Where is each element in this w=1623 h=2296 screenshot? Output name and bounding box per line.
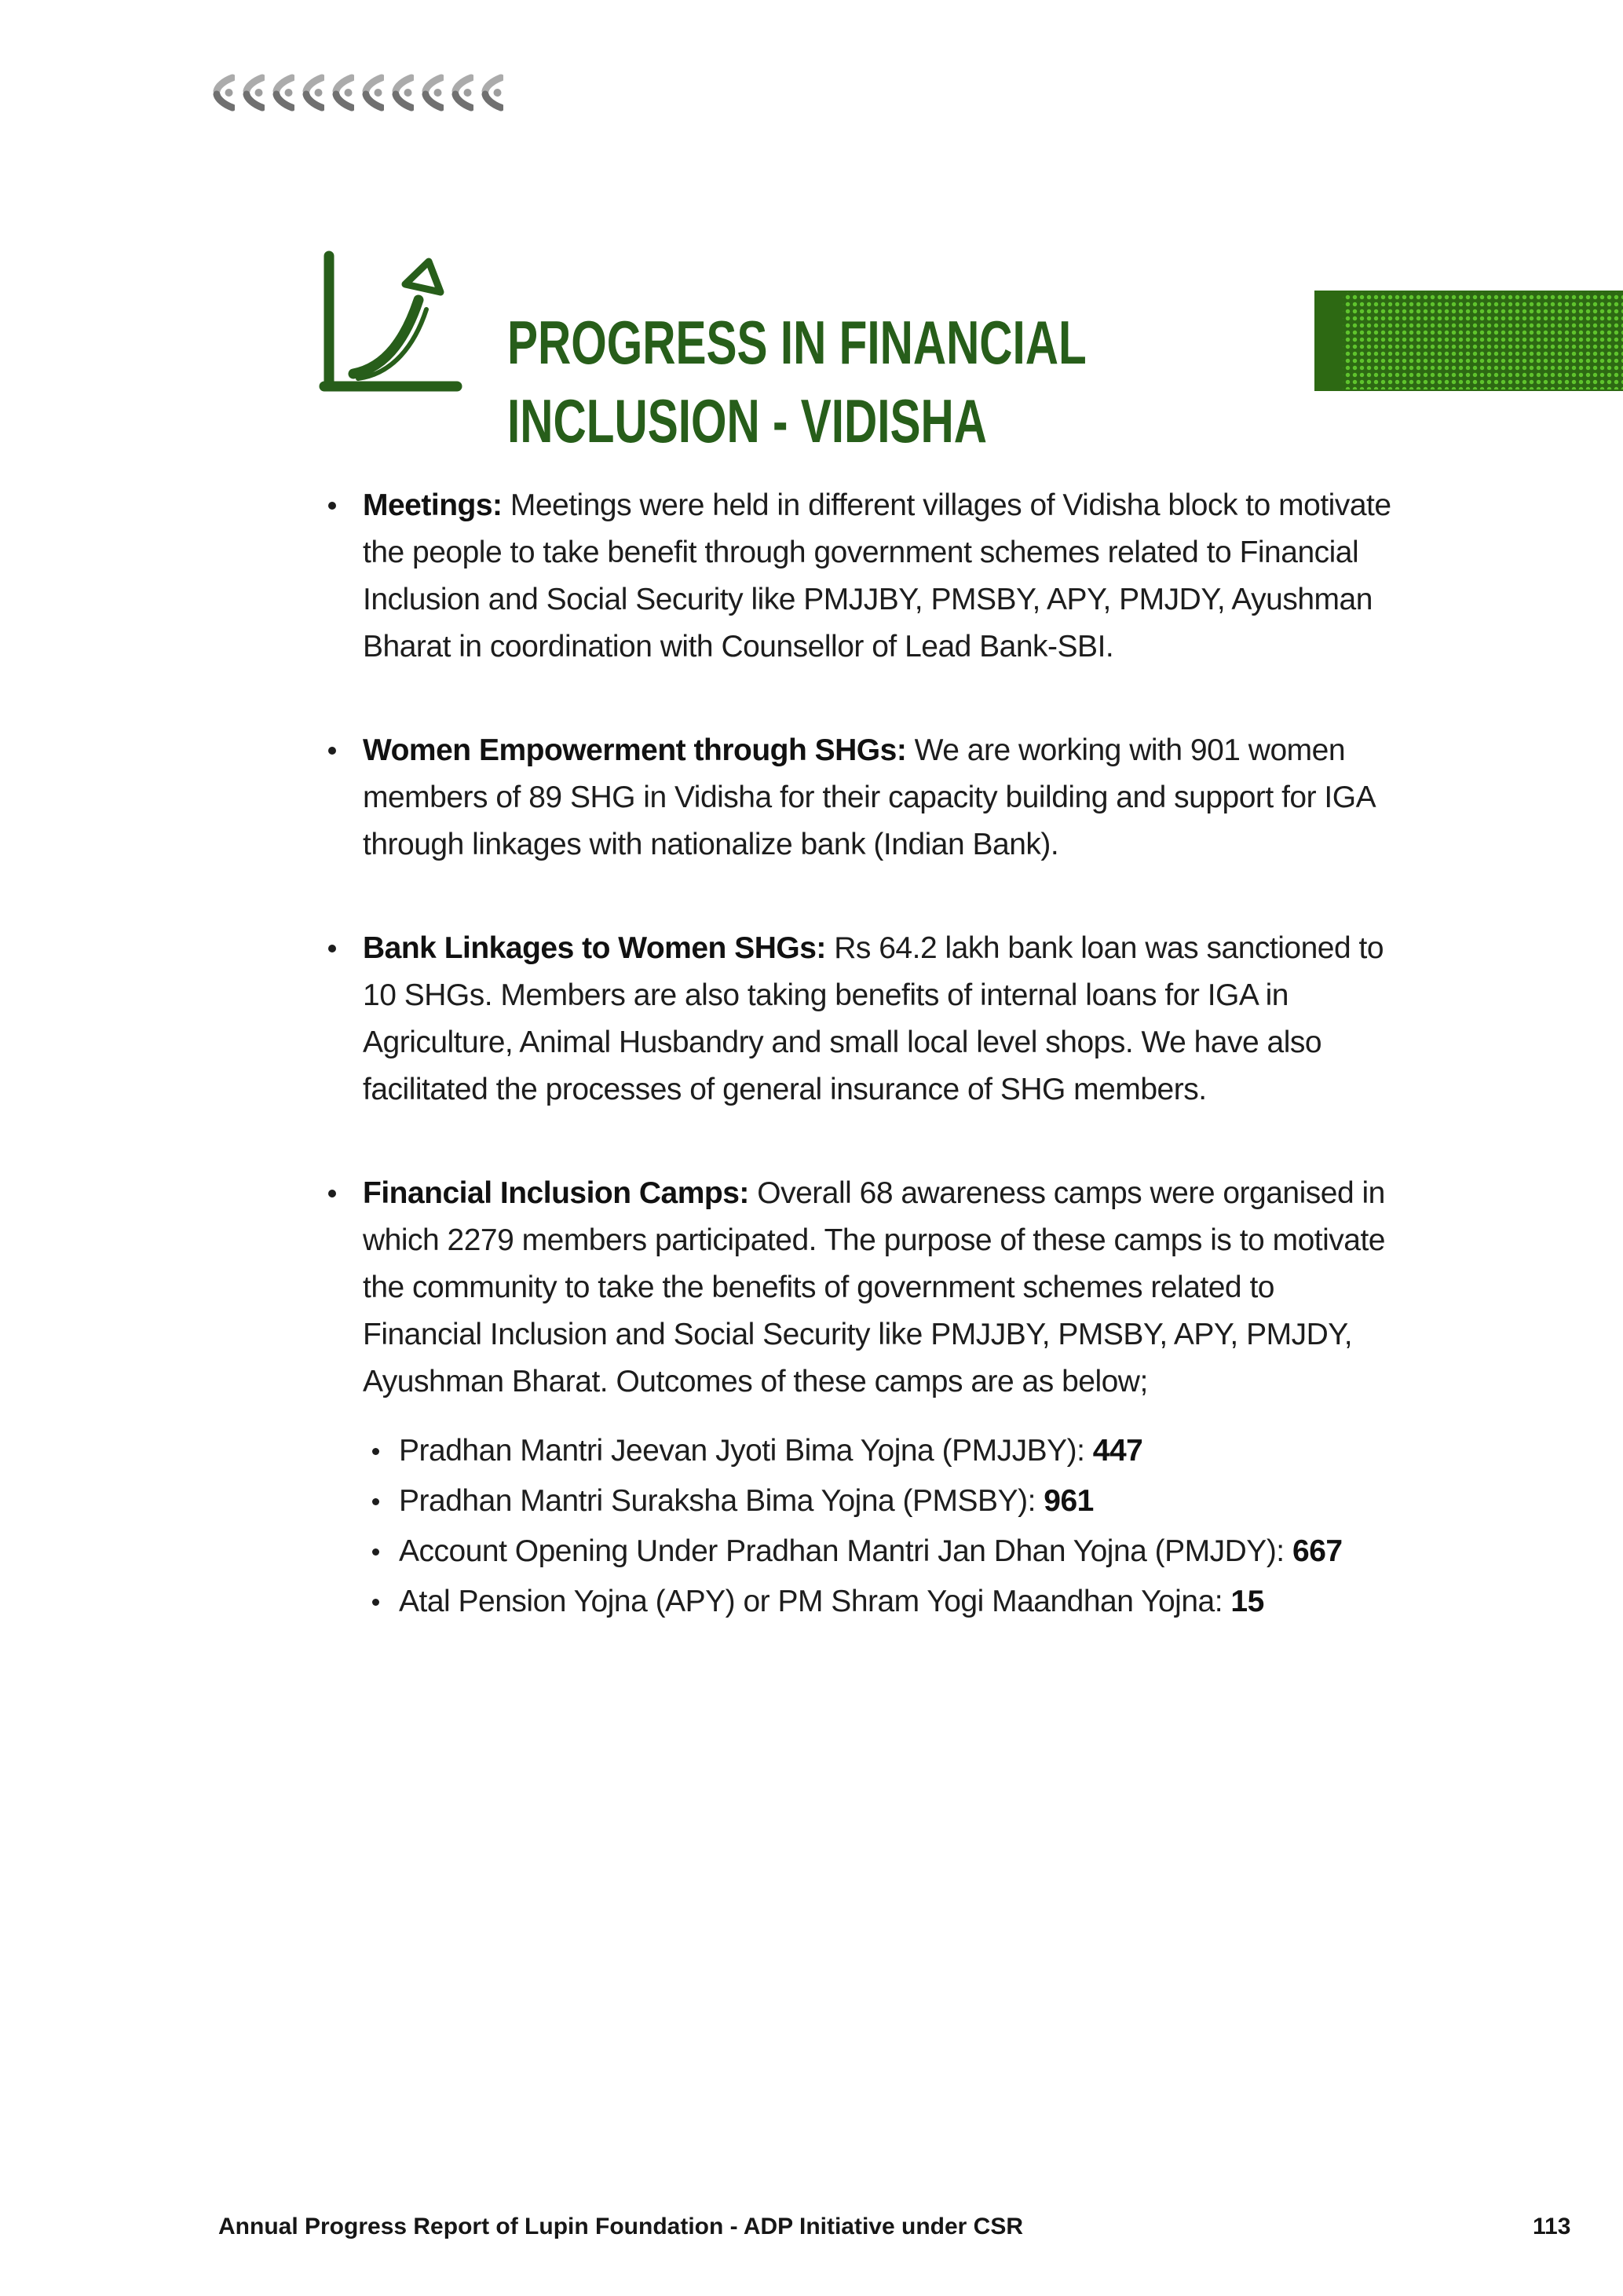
- lupin-chevron-icon: [331, 74, 354, 112]
- lupin-chevron-icon: [451, 74, 473, 112]
- page-title-line-1: PROGRESS IN FINANCIAL: [507, 308, 1087, 378]
- content-area: [322, 482, 1394, 1627]
- outcome-value: 667: [1292, 1534, 1343, 1568]
- bullet-item-meetings: [322, 482, 1394, 671]
- bullet-label: Bank Linkages to Women SHGs:: [363, 931, 826, 965]
- bullet-label: Financial Inclusion Camps:: [363, 1176, 749, 1210]
- outcome-item-pmjjby: [363, 1426, 1394, 1476]
- outcome-value: 15: [1230, 1585, 1264, 1618]
- bullet-label: Women Empowerment through SHGs:: [363, 733, 907, 767]
- footer-text: Annual Progress Report of Lupin Foundation - ADP Initiative under CSR: [218, 2214, 1024, 2239]
- bullet-text: Meetings were held in different villages of Vidisha block to motivate the people to take benefit through government schemes related to Financial Inclusion and Social Security like PMJJBY, PMSBY, APY, PMJDY, Ayushman Bharat in coordination with Counsellor of Lead Bank-SBI.: [363, 488, 1391, 664]
- bullet-list: [322, 482, 1394, 1627]
- bullet-text: Rs 64.2 lakh bank loan was sanctioned to 10 SHGs. Members are also taking benefits of internal loans for IGA in Agriculture, Animal Husbandry and small local level shops. We have also facilitated the processes of general insurance of SHG members.: [363, 931, 1384, 1106]
- page-title: [507, 303, 1087, 460]
- bullet-item-bank-linkages: [322, 925, 1394, 1113]
- page-number: 113: [1533, 2214, 1571, 2239]
- bullet-text: Overall 68 awareness camps were organised in which 2279 members participated. The purpose of these camps is to motivate the community to take the benefits of government schemes related to Financial Inclusion and Social Security like PMJJBY, PMSBY, APY, PMJDY, Ayushman Bharat. Outcomes of these camps are as below;: [363, 1176, 1385, 1398]
- halftone-band: [1314, 291, 1623, 391]
- outcome-value: 961: [1044, 1484, 1094, 1518]
- lupin-chevron-icon: [272, 74, 294, 112]
- lupin-chevron-icon: [361, 74, 384, 112]
- outcome-item-pmjdy: [363, 1526, 1394, 1577]
- outcome-value: 447: [1092, 1434, 1143, 1468]
- halftone-dots: [1343, 292, 1623, 389]
- growth-chart-icon: [317, 250, 468, 396]
- bullet-label: Meetings:: [363, 488, 503, 522]
- outcome-text: Pradhan Mantri Suraksha Bima Yojna (PMSBY):: [399, 1484, 1036, 1518]
- outcome-text: Atal Pension Yojna (APY) or PM Shram Yogi Maandhan Yojna:: [399, 1585, 1223, 1618]
- outcome-item-apy: [363, 1577, 1394, 1627]
- bullet-item-financial-inclusion-camps: [322, 1170, 1394, 1627]
- outcomes-list: [363, 1426, 1394, 1627]
- lupin-chevron-icon: [242, 74, 265, 112]
- lupin-chevron-icon: [481, 74, 503, 112]
- lupin-chevron-icon: [421, 74, 444, 112]
- outcome-text: Account Opening Under Pradhan Mantri Jan Dhan Yojna (PMJDY):: [399, 1534, 1285, 1568]
- lupin-chevron-icon: [391, 74, 414, 112]
- bullet-text: We are working with 901 women members of 89 SHG in Vidisha for their capacity building and support for IGA through linkages with nationalize bank (Indian Bank).: [363, 733, 1374, 861]
- bullet-item-women-empowerment: [322, 727, 1394, 868]
- outcome-text: Pradhan Mantri Jeevan Jyoti Bima Yojna (PMJJBY):: [399, 1434, 1085, 1468]
- lupin-chevron-icon: [212, 74, 235, 112]
- outcome-item-pmsby: [363, 1476, 1394, 1526]
- chevron-logo-row: [212, 74, 503, 112]
- lupin-chevron-icon: [302, 74, 324, 112]
- page-title-line-2: INCLUSION - VIDISHA: [507, 386, 988, 456]
